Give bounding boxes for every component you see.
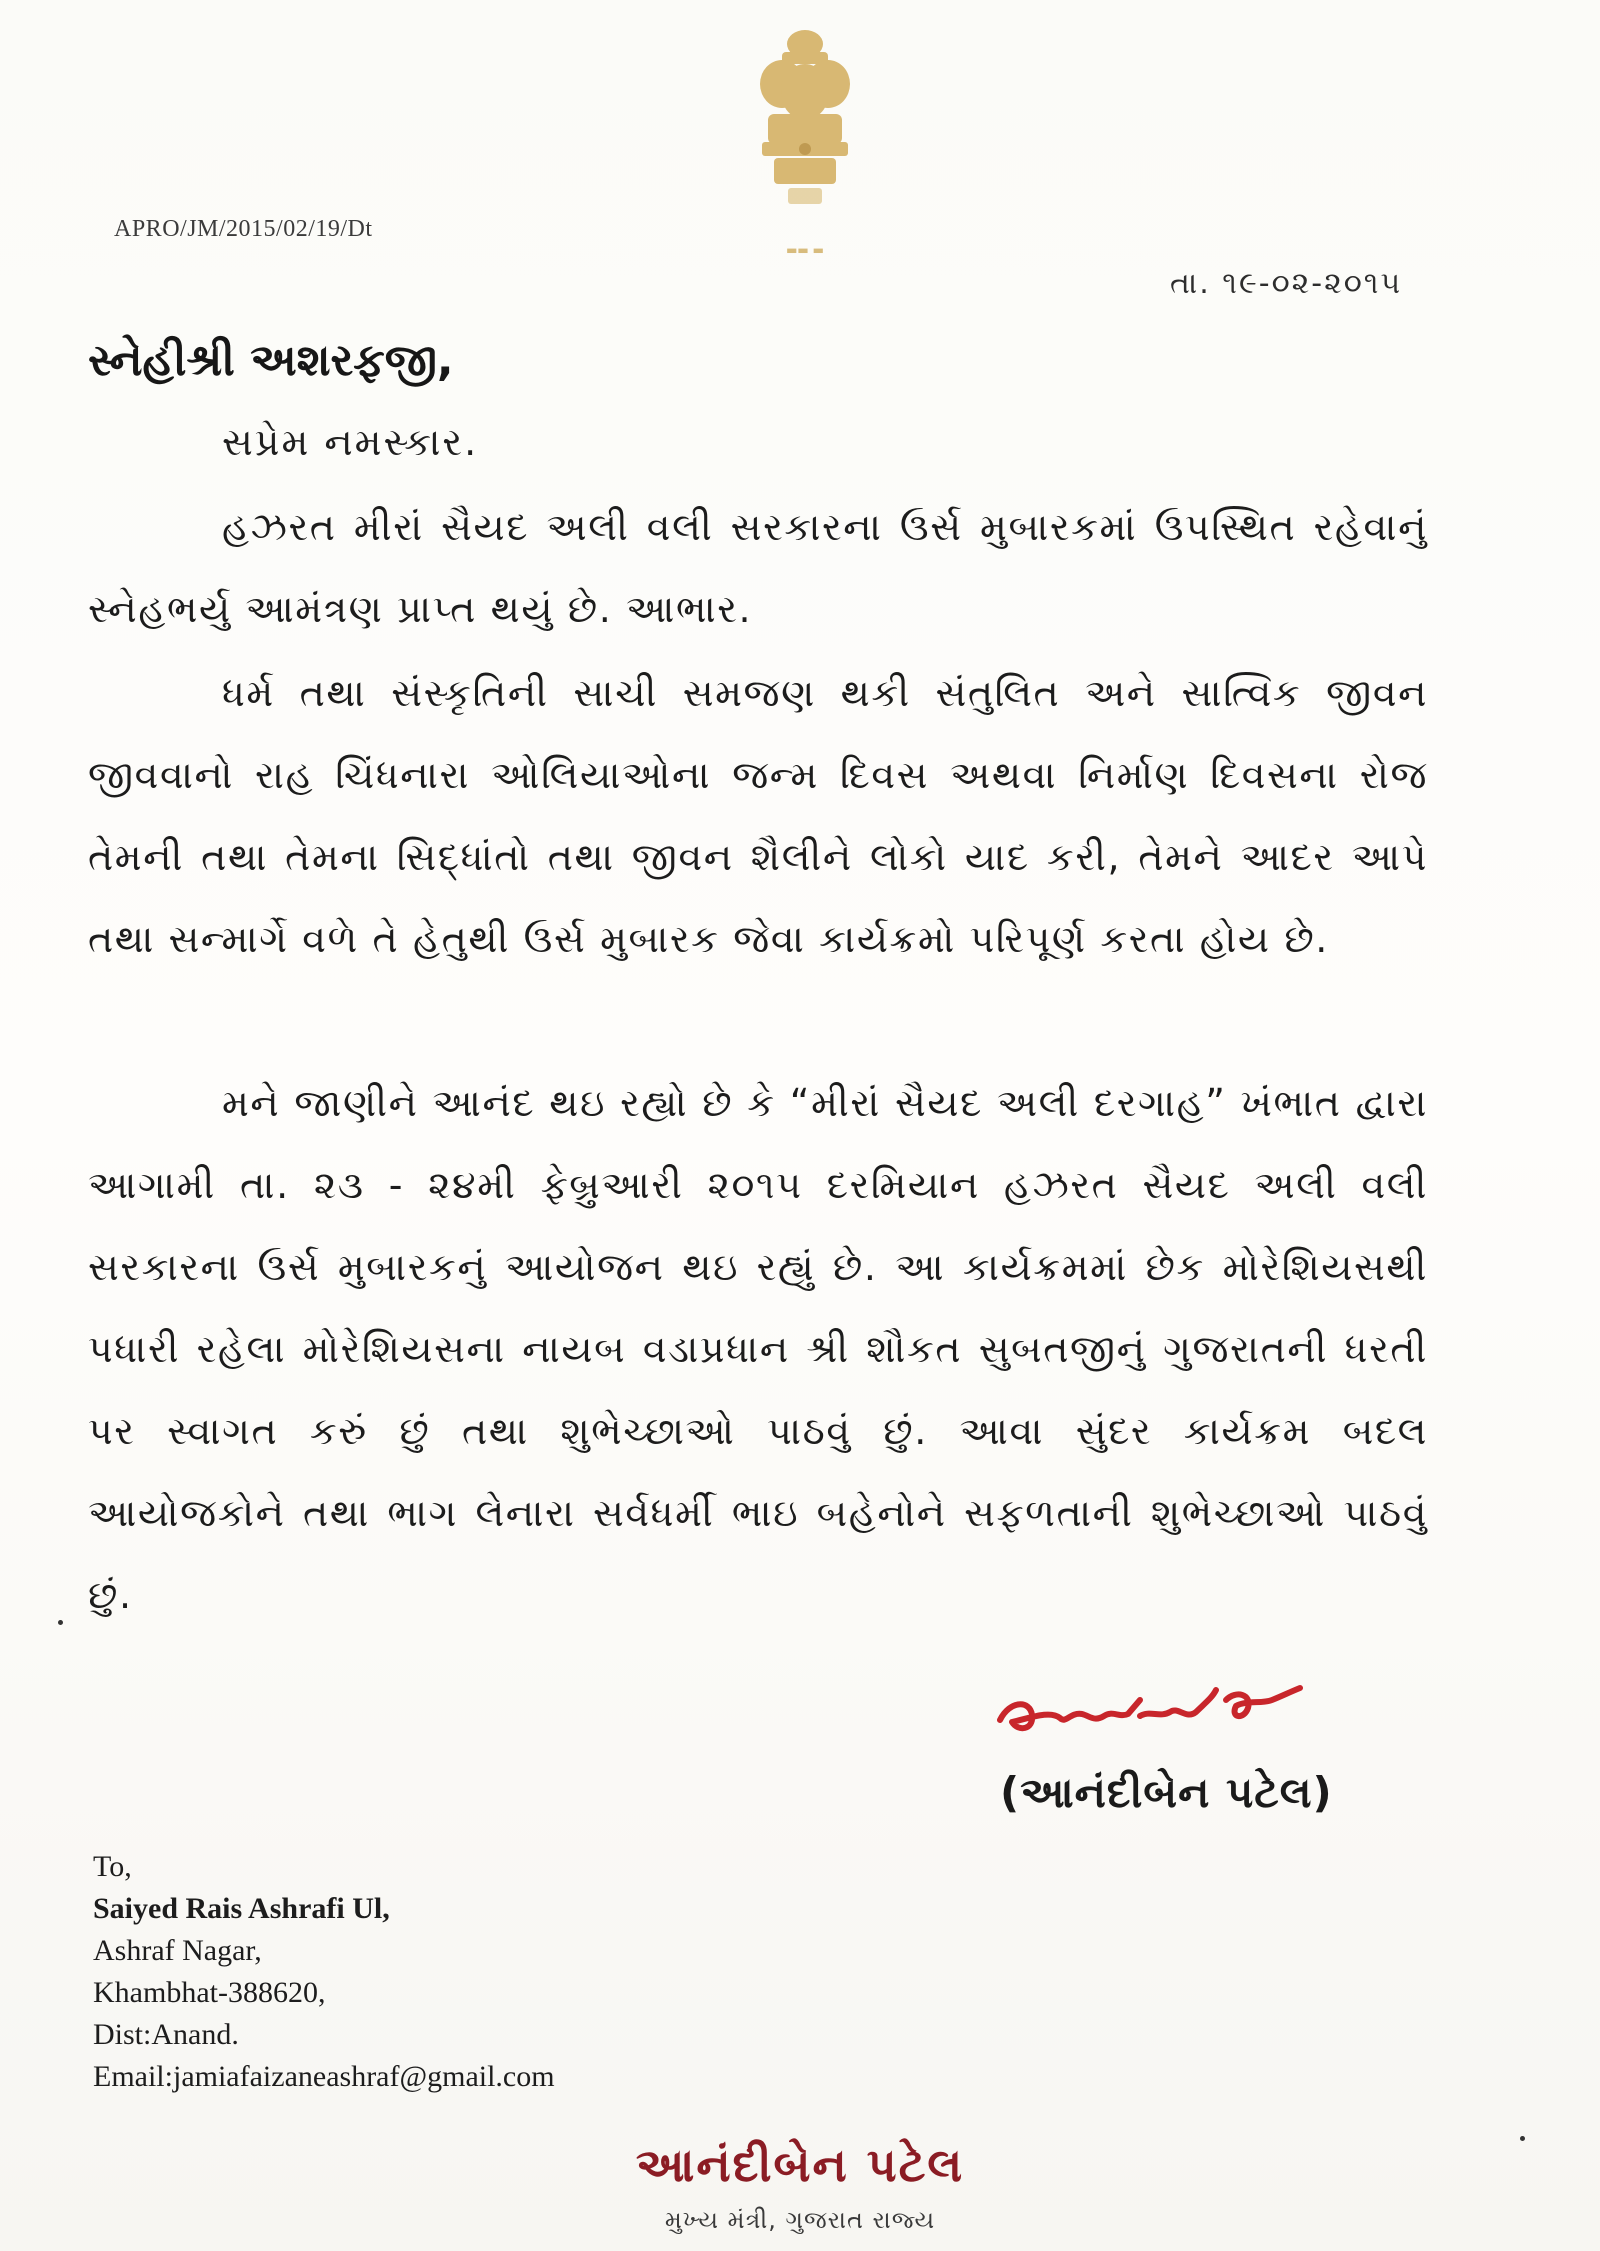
speck <box>1520 2136 1525 2141</box>
handwritten-signature <box>990 1660 1330 1750</box>
address-line-3: Dist:Anand. <box>93 2018 239 2051</box>
address-line-2: Khambhat-388620, <box>93 1976 326 2009</box>
signer-name: (આનંદીબેન પટેલ) <box>1000 1768 1333 1817</box>
letter-date: તા. ૧૯-૦૨-૨૦૧૫ <box>1170 266 1403 301</box>
address-to: To, <box>93 1850 132 1883</box>
greeting: સપ્રેમ નમસ્કાર. <box>222 420 479 464</box>
footer-title: મુખ્ય મંત્રી, ગુજરાત રાજ્ય <box>664 2206 936 2234</box>
footer-name: આનંદીબેન પટેલ <box>635 2138 965 2192</box>
speck <box>58 1620 63 1625</box>
reference-number: APRO/JM/2015/02/19/Dt <box>114 216 373 242</box>
paragraph-2: ધર્મ તથા સંસ્કૃતિની સાચી સમજણ થકી સંતુલિત અને સાત્વિક જીવન જીવવાનો રાહ ચિંધનારા ઓલિયાઓના જન્મ દિવસ અથવા નિર્માણ દિવસના રોજ તેમની તથા તેમના સિદ્ધાંતો તથા જીવન શૈલીને લોકો યાદ કરી, તેમને આદર આપે તથા સન્માર્ગે વળે તે હેતુથી ઉર્સ મુબારક જેવા કાર્યક્રમો પરિપૂર્ણ કરતા હોય છે. <box>88 671 1428 961</box>
address-line-1: Ashraf Nagar, <box>93 1934 262 1967</box>
national-emblem-icon <box>740 22 870 262</box>
recipient-email: Email:jamiafaizaneashraf@gmail.com <box>93 2060 555 2093</box>
salutation: સ્નેહીશ્રી અશરફજી, <box>88 335 454 386</box>
recipient-name: Saiyed Rais Ashrafi Ul, <box>93 1892 390 1925</box>
recipient-address <box>93 1846 555 2098</box>
svg-text:▬▬ ▬: ▬▬ ▬ <box>786 243 824 257</box>
paragraph-3: મને જાણીને આનંદ થઇ રહ્યો છે કે “મીરાં સૈયદ અલી દરગાહ” ખંભાત દ્વારા આગામી તા. ૨૩ - ૨૪મી ફેબ્રુઆરી ૨૦૧૫ દરમિયાન હઝરત સૈયદ અલી વલી સરકારના ઉર્સ મુબારકનું આયોજન થઇ રહ્યું છે. આ કાર્યક્રમમાં છેક મોરેશિયસથી પધારી રહેલા મોરેશિયસના નાયબ વડાપ્રધાન શ્રી શૌકત સુબતજીનું ગુજરાતની ધરતી પર સ્વાગત કરું છું તથા શુભેચ્છાઓ પાઠવું છું. આવા સુંદર કાર્યક્રમ બદલ આયોજકોને તથા ભાગ લેનારા સર્વધર્મી ભાઇ બહેનોને સફળતાની શુભેચ્છાઓ પાઠવું છું. <box>88 1081 1428 1617</box>
paragraph-1: હઝરત મીરાં સૈયદ અલી વલી સરકારના ઉર્સ મુબારકમાં ઉપસ્થિત રહેવાનું સ્નેહભર્યુ આમંત્રણ પ્રાપ્ત થયું છે. આભાર. <box>88 505 1428 631</box>
